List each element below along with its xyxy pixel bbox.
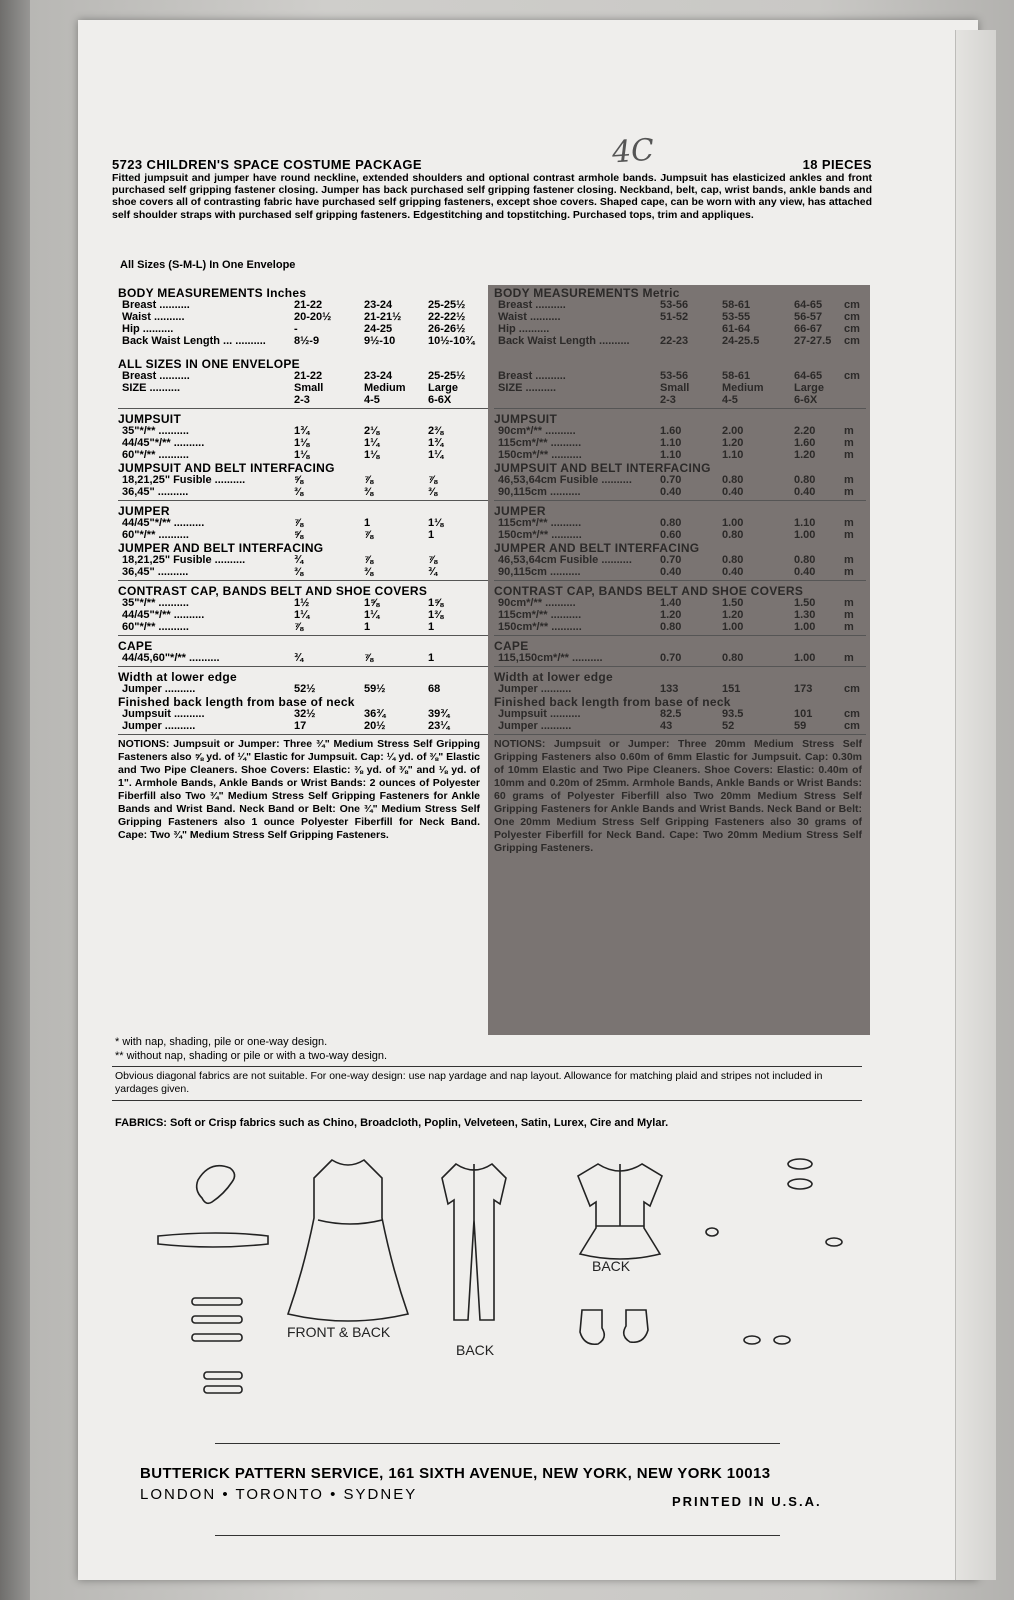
row-value-c: 27-27.5 <box>794 335 832 347</box>
row-value-c: 1⅜ <box>428 609 444 621</box>
row-value-c: 0.40 <box>794 566 816 578</box>
row-value-c: 2.20 <box>794 425 816 437</box>
row-value-a: 21-22 <box>294 370 323 382</box>
row-value-c: 25-25½ <box>428 299 466 311</box>
row-value-c: 6-6X <box>428 394 452 406</box>
row-label: 90cm*/** .......... <box>498 597 576 609</box>
row-value-b: 36¾ <box>364 708 386 720</box>
row-value-c: ⅞ <box>428 554 438 566</box>
row-value-b: 23-24 <box>364 299 393 311</box>
no-nap-footnote: ** without nap, shading or pile or with a two-way design. <box>115 1050 388 1062</box>
row-label: 90,115cm .......... <box>498 566 581 578</box>
row-unit: cm <box>844 323 860 335</box>
jumpsuit-back-label: BACK <box>456 1342 495 1358</box>
ankle-band-illustration <box>826 1238 842 1246</box>
row-label: Breast .......... <box>498 299 566 311</box>
row-value-c: 1⅝ <box>428 597 444 609</box>
row-label: 60"*/** .......... <box>122 449 189 461</box>
notions-text: NOTIONS: Jumpsuit or Jumper: Three ¾" Medium Stress Self Gripping Fasteners also ⅝ yd. of ¼" Elastic for Jumpsuit. Cap: ¼ yd. of ⅜" Elastic and Two Pipe Cleaners. Shoe Covers: Elastic: ⅜ yd. of ⅜" and ⅛ yd. of 1". Armhole Bands, Ankle Bands or Wrist Bands: 2 ounces of Polyester Fiberfill also Two ¾" Medium Stress Self Gripping Fasteners for Ankle Bands and Wrist Band. Neck Band or Belt: One ¾" Medium Stress Self Gripping Fasteners also 1 ounce Polyester Fiberfill for Neck Band. Cape: Two ¾" Medium Stress Self Gripping Fasteners. <box>118 738 480 841</box>
row-value-b: 0.80 <box>722 529 744 541</box>
width-heading: Width at lower edge <box>118 670 237 684</box>
row-label: 115cm*/** .......... <box>498 609 582 621</box>
row-unit: cm <box>844 683 860 695</box>
row-value-a: ⅝ <box>294 529 304 541</box>
row-value-a: 0.70 <box>660 474 682 486</box>
row-value-a: 17 <box>294 720 307 732</box>
row-value-b: 151 <box>722 683 741 695</box>
nap-footnote: * with nap, shading, pile or one-way design. <box>115 1036 328 1048</box>
row-value-a: 0.70 <box>660 554 682 566</box>
row-label: 44/45"*/** .......... <box>122 517 205 529</box>
row-label: 90cm*/** .......... <box>498 425 576 437</box>
row-value-a: - <box>294 323 298 335</box>
body-measurements-heading: BODY MEASUREMENTS Inches <box>118 286 307 300</box>
row-value-c: 1.50 <box>794 597 816 609</box>
row-value-b: 1.20 <box>722 609 744 621</box>
row-value-c: 1 <box>428 621 435 633</box>
row-value-c: 1 <box>428 652 435 664</box>
row-value-a: 0.80 <box>660 517 682 529</box>
row-value-b: ⅞ <box>364 529 374 541</box>
row-unit: m <box>844 437 854 449</box>
row-value-c: 173 <box>794 683 813 695</box>
row-value-a: 2-3 <box>660 394 676 406</box>
length-heading: Finished back length from base of neck <box>118 695 355 709</box>
row-value-a: 1½ <box>294 597 310 609</box>
ankle-band-illustration <box>744 1336 760 1344</box>
row-value-a: ⅜ <box>294 486 304 498</box>
row-value-c: 25-25½ <box>428 370 466 382</box>
row-value-b: 0.40 <box>722 486 744 498</box>
row-label: 90,115cm .......... <box>498 486 581 498</box>
row-unit: m <box>844 474 854 486</box>
shoe-cover-illustration <box>580 1310 648 1344</box>
row-value-a: 43 <box>660 720 673 732</box>
row-value-b: 2⅛ <box>364 425 380 437</box>
row-value-a: 1.10 <box>660 449 682 461</box>
row-value-a: 0.40 <box>660 566 682 578</box>
row-value-a: 32½ <box>294 708 316 720</box>
length-heading: Finished back length from base of neck <box>494 695 731 709</box>
ankle-band-illustration <box>774 1336 790 1344</box>
row-value-a: 1⅛ <box>294 449 310 461</box>
row-value-a: 0.60 <box>660 529 682 541</box>
row-value-b: ⅜ <box>364 566 374 578</box>
row-value-a: ⅞ <box>294 517 304 529</box>
jumper-interfacing-heading: JUMPER AND BELT INTERFACING <box>494 541 700 555</box>
row-unit: m <box>844 554 854 566</box>
row-value-b: 0.80 <box>722 474 744 486</box>
row-label: Breast .......... <box>122 370 190 382</box>
row-value-a: 21-22 <box>294 299 323 311</box>
row-value-c: 1⅛ <box>428 517 444 529</box>
row-value-a: 82.5 <box>660 708 682 720</box>
row-label: Hip .......... <box>122 323 174 335</box>
row-value-b: Medium <box>364 382 406 394</box>
cape-heading: CAPE <box>494 639 529 653</box>
row-label: 44/45,60"*/** .......... <box>122 652 220 664</box>
row-label: 60"*/** .......... <box>122 621 189 633</box>
row-value-c: 0.40 <box>794 486 816 498</box>
row-value-c: 66-67 <box>794 323 823 335</box>
divider <box>215 1443 780 1444</box>
row-value-b: 23-24 <box>364 370 393 382</box>
row-unit: m <box>844 609 854 621</box>
row-value-b: ⅞ <box>364 554 374 566</box>
band-illustration <box>204 1372 242 1379</box>
row-value-b: 58-61 <box>722 370 751 382</box>
row-value-c: ⅜ <box>428 486 438 498</box>
row-value-a: 8½-9 <box>294 335 320 347</box>
row-label: Jumper .......... <box>122 720 196 732</box>
row-value-a: 0.40 <box>660 486 682 498</box>
piece-count: 18 PIECES <box>802 157 872 172</box>
contrast-heading: CONTRAST CAP, BANDS BELT AND SHOE COVERS <box>118 584 428 598</box>
row-value-b: 93.5 <box>722 708 744 720</box>
ankle-band-illustration <box>706 1228 718 1236</box>
row-unit: cm <box>844 708 860 720</box>
row-value-c: 56-57 <box>794 311 823 323</box>
row-value-c: 23¼ <box>428 720 450 732</box>
row-value-c: 1.10 <box>794 517 816 529</box>
row-value-a: 1¾ <box>294 425 310 437</box>
row-value-b: 1 <box>364 517 371 529</box>
row-value-c: 10½-10¾ <box>428 335 475 347</box>
row-value-a: Small <box>294 382 324 394</box>
row-value-b: 59½ <box>364 683 386 695</box>
row-value-a: 1.60 <box>660 425 682 437</box>
row-value-c: 64-65 <box>794 370 823 382</box>
row-value-a: 0.70 <box>660 652 682 664</box>
row-label: Waist .......... <box>498 311 561 323</box>
row-value-b: 0.80 <box>722 652 744 664</box>
row-value-c: 68 <box>428 683 441 695</box>
row-value-b: ⅞ <box>364 474 374 486</box>
row-value-b: 1¼ <box>364 609 380 621</box>
handwritten-note: 4C <box>610 132 656 171</box>
row-value-b: ⅞ <box>364 652 374 664</box>
printed-in: PRINTED IN U.S.A. <box>672 1494 822 1509</box>
row-value-b: 1⅝ <box>364 597 380 609</box>
row-value-a: 20-20½ <box>294 311 332 323</box>
row-value-c: 1.00 <box>794 652 816 664</box>
row-value-a: 53-56 <box>660 370 689 382</box>
row-label: 18,21,25" Fusible .......... <box>122 554 246 566</box>
row-label: 115cm*/** .......... <box>498 437 582 449</box>
jumpsuit-heading: JUMPSUIT <box>494 412 558 426</box>
row-label: 150cm*/** .......... <box>498 449 582 461</box>
row-value-c: Large <box>428 382 458 394</box>
row-label: Jumpsuit .......... <box>498 708 581 720</box>
row-value-c: 1.20 <box>794 449 816 461</box>
row-value-a: 1¼ <box>294 609 310 621</box>
row-value-c: 1¾ <box>428 437 444 449</box>
row-value-b: ⅜ <box>364 486 374 498</box>
cape-illustration <box>288 1160 408 1321</box>
row-label: Jumpsuit .......... <box>122 708 205 720</box>
row-value-b: 1.20 <box>722 437 744 449</box>
jumper-back-label: BACK <box>592 1258 631 1274</box>
fabrics-note: FABRICS: Soft or Crisp fabrics such as Chino, Broadcloth, Poplin, Velveteen, Satin, Lurex, Cire and Mylar. <box>115 1117 669 1129</box>
row-label: Back Waist Length .......... <box>498 335 630 347</box>
row-value-b: 1 <box>364 621 371 633</box>
row-label: 18,21,25" Fusible .......... <box>122 474 246 486</box>
row-label: 36,45" .......... <box>122 486 189 498</box>
row-value-a: ⅜ <box>294 566 304 578</box>
row-value-a: 0.80 <box>660 621 682 633</box>
row-value-b: 61-64 <box>722 323 751 335</box>
jumper-heading: JUMPER <box>494 504 546 518</box>
all-sizes-note: All Sizes (S-M-L) In One Envelope <box>120 259 296 271</box>
row-label: 150cm*/** .......... <box>498 621 582 633</box>
jumper-illustration <box>578 1164 662 1259</box>
row-value-b: 24-25.5 <box>722 335 760 347</box>
row-value-b: 53-55 <box>722 311 751 323</box>
row-value-a: 52½ <box>294 683 316 695</box>
all-sizes-heading: ALL SIZES IN ONE ENVELOPE <box>118 357 300 371</box>
row-value-c: 39¾ <box>428 708 450 720</box>
row-label: Jumper .......... <box>498 683 572 695</box>
row-label: SIZE .......... <box>498 382 557 394</box>
row-label: Back Waist Length ... .......... <box>122 335 266 347</box>
row-label: SIZE .......... <box>122 382 181 394</box>
row-label: 44/45"*/** .......... <box>122 437 205 449</box>
row-label: 46,53,64cm Fusible .......... <box>498 554 632 566</box>
row-value-a: Small <box>660 382 690 394</box>
row-unit: cm <box>844 370 860 382</box>
divider <box>215 1535 780 1536</box>
row-label: 35"*/** .......... <box>122 597 189 609</box>
row-value-b: 20½ <box>364 720 386 732</box>
row-unit: m <box>844 597 854 609</box>
jumper-interfacing-heading: JUMPER AND BELT INTERFACING <box>118 541 324 555</box>
row-value-a: ⅞ <box>294 621 304 633</box>
row-value-c: ⅞ <box>428 474 438 486</box>
belt-illustration <box>158 1233 268 1247</box>
row-value-b: 58-61 <box>722 299 751 311</box>
row-value-b: 1.10 <box>722 449 744 461</box>
row-value-c: 1.60 <box>794 437 816 449</box>
row-label: Jumper .......... <box>498 720 572 732</box>
row-value-c: ¾ <box>428 566 438 578</box>
row-label: Breast .......... <box>498 370 566 382</box>
row-value-c: 1¼ <box>428 449 444 461</box>
row-label: Hip .......... <box>498 323 550 335</box>
band-illustration <box>192 1316 242 1323</box>
row-value-b: 1¼ <box>364 437 380 449</box>
contrast-heading: CONTRAST CAP, BANDS BELT AND SHOE COVERS <box>494 584 804 598</box>
row-value-c: 26-26½ <box>428 323 466 335</box>
wrist-band-illustration <box>788 1179 812 1189</box>
row-label: 115,150cm*/** .......... <box>498 652 603 664</box>
row-unit: cm <box>844 299 860 311</box>
row-value-c: 1.00 <box>794 621 816 633</box>
band-illustration <box>192 1298 242 1305</box>
row-value-a: ⅝ <box>294 474 304 486</box>
row-value-b: 1.00 <box>722 517 744 529</box>
row-unit: m <box>844 652 854 664</box>
row-label: 46,53,64cm Fusible .......... <box>498 474 632 486</box>
row-value-b: 24-25 <box>364 323 393 335</box>
jumpsuit-illustration <box>442 1164 506 1320</box>
row-value-c: 1.00 <box>794 529 816 541</box>
band-illustration <box>204 1386 242 1393</box>
publisher-address: BUTTERICK PATTERN SERVICE, 161 SIXTH AVENUE, NEW YORK, NEW YORK 10013 <box>140 1465 771 1482</box>
row-unit: m <box>844 621 854 633</box>
row-value-a: 1.40 <box>660 597 682 609</box>
jumper-heading: JUMPER <box>118 504 170 518</box>
row-value-b: 1.50 <box>722 597 744 609</box>
row-value-c: 64-65 <box>794 299 823 311</box>
body-measurements-heading: BODY MEASUREMENTS Metric <box>494 286 680 300</box>
row-value-c: 101 <box>794 708 813 720</box>
row-unit: m <box>844 449 854 461</box>
row-value-b: 4-5 <box>364 394 380 406</box>
row-unit: cm <box>844 311 860 323</box>
row-value-a: 1⅛ <box>294 437 310 449</box>
cape-heading: CAPE <box>118 639 153 653</box>
row-label: 60"*/** .......... <box>122 529 189 541</box>
pattern-description: Fitted jumpsuit and jumper have round neckline, extended shoulders and optional contrast armhole bands. Jumpsuit has elasticized ankles and front purchased self gripping fastener closing. Jumper has back purchased self gripping fastener closing. Neckband, belt, cap, wrist bands, ankle bands and shoe covers all of contrasting fabric have purchased self gripping fasteners, except shoe covers. Shaped cape, can be worn with any view, has attached self shoulder straps with purchased self gripping fasteners. Edgestitching and topstitching. Purchased tops, trim and appliques. <box>112 172 872 221</box>
notions-text: NOTIONS: Jumpsuit or Jumper: Three 20mm Medium Stress Self Gripping Fasteners also 0.60m of 6mm Elastic for Jumpsuit. Cap: 0.30m of 10mm Elastic and Two Pipe Cleaners. Shoe Covers: Elastic: 0.40m of 10mm and 0.20m of 25mm. Armhole Bands, Ankle Bands or Wrist Bands: 60 grams of Polyester Fiberfill also Two 20mm Medium Stress Self Gripping Fasteners for Ankle Bands and Wrist Bands. Neck Band or Belt: One 20mm Medium Stress Self Gripping Fasteners also 30 grams of Polyester Fiberfill for Neck Band. Cape: Two 20mm Medium Stress Self Gripping Fasteners. <box>494 738 862 854</box>
row-unit: cm <box>844 335 860 347</box>
row-value-b: Medium <box>722 382 764 394</box>
row-value-a: 133 <box>660 683 679 695</box>
row-value-b: 21-21½ <box>364 311 402 323</box>
row-value-b: 52 <box>722 720 735 732</box>
row-value-b: 4-5 <box>722 394 738 406</box>
row-value-c: 2⅜ <box>428 425 444 437</box>
row-label: 115cm*/** .......... <box>498 517 582 529</box>
row-value-a: 1.10 <box>660 437 682 449</box>
row-unit: m <box>844 486 854 498</box>
wrist-band-illustration <box>788 1159 812 1169</box>
jumpsuit-interfacing-heading: JUMPSUIT AND BELT INTERFACING <box>494 461 711 475</box>
row-value-a: ¾ <box>294 652 304 664</box>
cap-illustration <box>197 1166 235 1204</box>
row-value-a: 2-3 <box>294 394 310 406</box>
row-value-b: 2.00 <box>722 425 744 437</box>
diagonal-fabric-note: Obvious diagonal fabrics are not suitable. For one-way design: use nap yardage and nap layout. Allowance for matching plaid and stripes not included in yardages given. <box>115 1070 823 1095</box>
row-label: 35"*/** .......... <box>122 425 189 437</box>
row-label: 150cm*/** .......... <box>498 529 582 541</box>
row-value-b: 9½-10 <box>364 335 396 347</box>
row-value-c: 1 <box>428 529 435 541</box>
row-unit: m <box>844 566 854 578</box>
row-value-b: 1.00 <box>722 621 744 633</box>
row-unit: m <box>844 517 854 529</box>
row-value-a: 51-52 <box>660 311 689 323</box>
publisher-cities: LONDON • TORONTO • SYDNEY <box>140 1486 418 1503</box>
row-unit: cm <box>844 720 860 732</box>
row-value-c: 6-6X <box>794 394 818 406</box>
row-value-c: 0.80 <box>794 474 816 486</box>
row-value-a: ¾ <box>294 554 304 566</box>
front-back-label: FRONT & BACK <box>287 1324 391 1340</box>
row-value-b: 0.40 <box>722 566 744 578</box>
row-value-b: 1⅛ <box>364 449 380 461</box>
pattern-title: 5723 CHILDREN'S SPACE COSTUME PACKAGE <box>112 157 422 172</box>
row-value-c: 0.80 <box>794 554 816 566</box>
row-value-a: 53-56 <box>660 299 689 311</box>
row-unit: m <box>844 425 854 437</box>
row-value-c: Large <box>794 382 824 394</box>
band-illustration <box>192 1334 242 1341</box>
row-value-a: 1.20 <box>660 609 682 621</box>
row-value-c: 22-22½ <box>428 311 466 323</box>
row-unit: m <box>844 529 854 541</box>
jumpsuit-interfacing-heading: JUMPSUIT AND BELT INTERFACING <box>118 461 335 475</box>
row-label: Waist .......... <box>122 311 185 323</box>
row-label: 36,45" .......... <box>122 566 189 578</box>
row-label: 44/45"*/** .......... <box>122 609 205 621</box>
row-value-c: 1.30 <box>794 609 816 621</box>
row-value-a: 22-23 <box>660 335 689 347</box>
row-value-b: 0.80 <box>722 554 744 566</box>
width-heading: Width at lower edge <box>494 670 613 684</box>
row-value-c: 59 <box>794 720 807 732</box>
row-label: Jumper .......... <box>122 683 196 695</box>
row-label: Breast .......... <box>122 299 190 311</box>
jumpsuit-heading: JUMPSUIT <box>118 412 182 426</box>
